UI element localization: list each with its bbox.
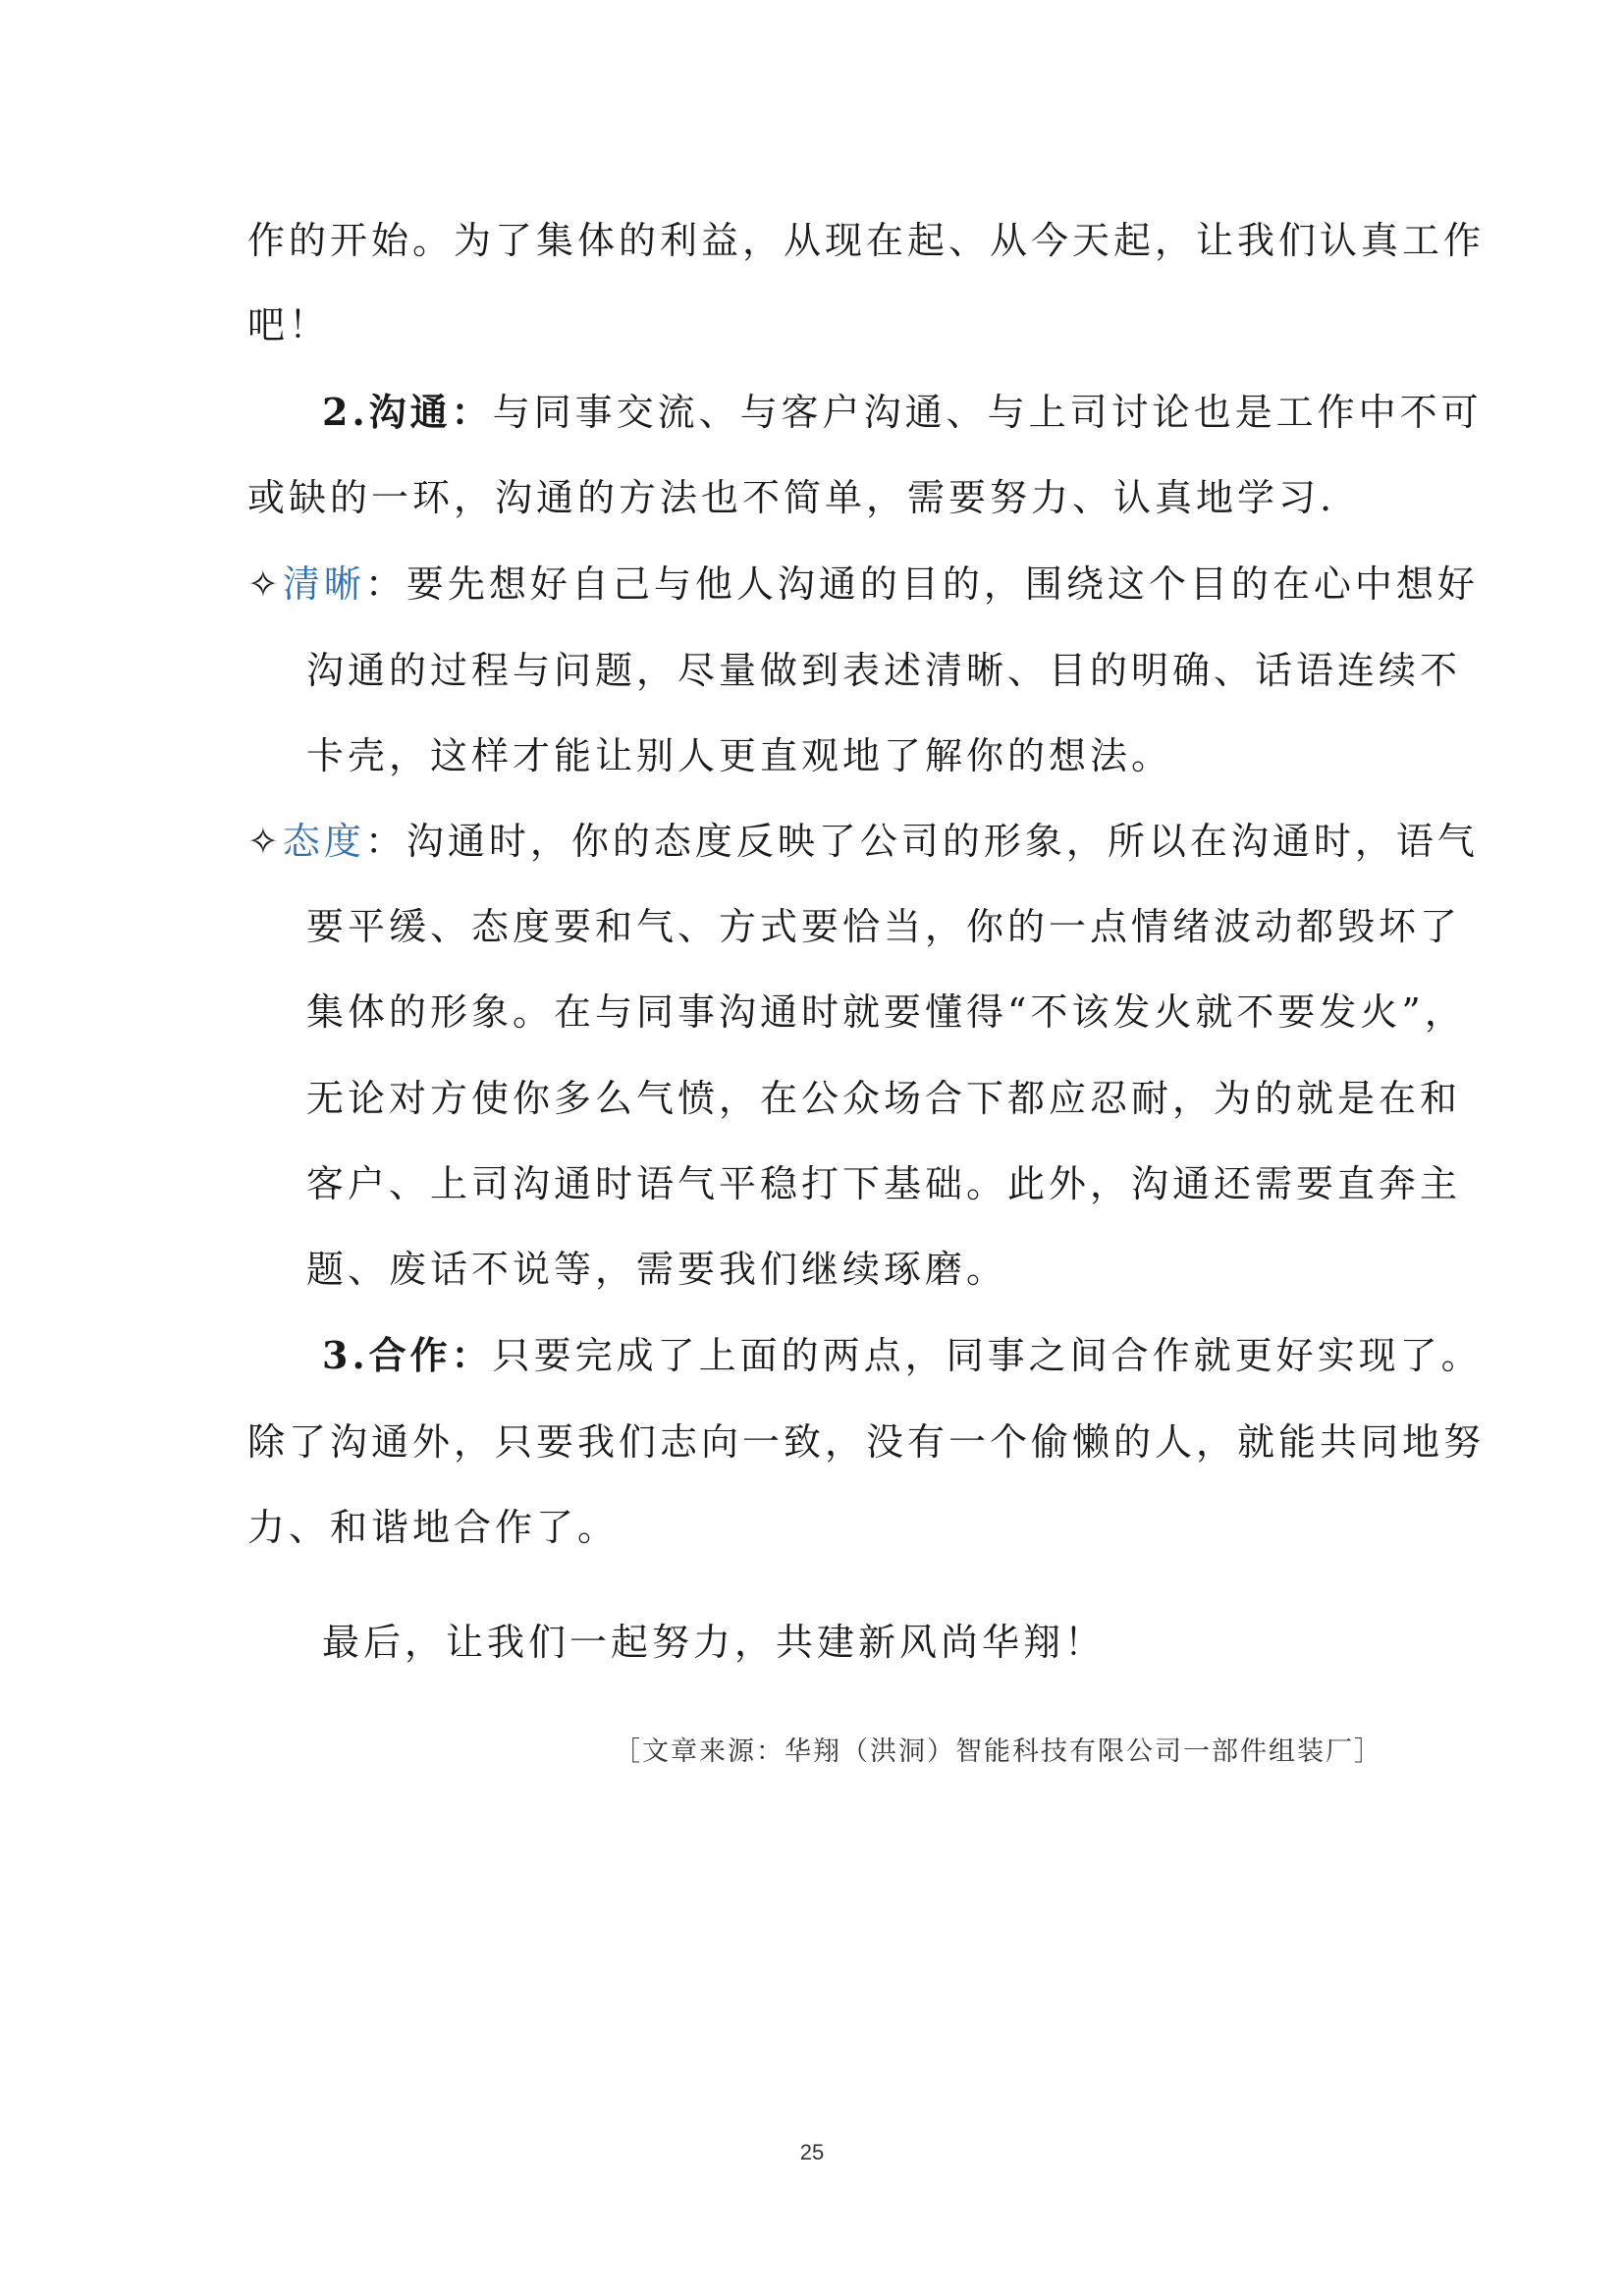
bullet-line: 题、废话不说等，需要我们继续琢磨。 xyxy=(306,1248,1008,1291)
bullet-term: 态度 xyxy=(282,820,365,863)
bullet-line: 沟通的过程与问题，尽量做到表述清晰、目的明确、话语连续不 xyxy=(306,649,1462,692)
section-cooperation xyxy=(322,1333,1483,1378)
bullet-line: 客户、上司沟通时语气平稳打下基础。此外，沟通还需要直奔主 xyxy=(306,1162,1462,1205)
diamond-bullet-icon: ✧ xyxy=(247,562,283,606)
section-heading: 3.合作： xyxy=(322,1333,493,1377)
bullet-term: 清晰 xyxy=(282,562,365,606)
bullet-line: 卡壳，这样才能让别人更直观地了解你的想法。 xyxy=(306,734,1173,777)
section-heading: 2.沟通： xyxy=(322,390,493,434)
section-text: 与同事交流、与客户沟通、与上司讨论也是工作中不可 xyxy=(492,391,1483,434)
paragraph-line: 吧！ xyxy=(247,303,331,347)
paragraph-line: 除了沟通外，只要我们志向一致，没有一个偷懒的人，就能共同地努 xyxy=(247,1420,1486,1464)
diamond-bullet-icon: ✧ xyxy=(247,820,283,863)
paragraph-line: 力、和谐地合作了。 xyxy=(247,1506,620,1549)
closing-line: 最后，让我们一起努力，共建新风尚华翔！ xyxy=(322,1621,1107,1664)
paragraph-line: 作的开始。为了集体的利益，从现在起、从今天起，让我们认真工作 xyxy=(247,219,1486,262)
article-source: ［文章来源：华翔（洪洞）智能科技有限公司一部件组装厂］ xyxy=(614,1736,1382,1767)
bullet-line: 要平缓、态度要和气、方式要恰当，你的一点情绪波动都毁坏了 xyxy=(306,905,1462,948)
paragraph-line: 或缺的一环，沟通的方法也不简单，需要努力、认真地学习. xyxy=(247,476,1336,519)
bullet-attitude xyxy=(247,819,1479,864)
bullet-line: 集体的形象。在与同事沟通时就要懂得“不该发火就不要发火”， xyxy=(306,990,1466,1034)
page-number: 25 xyxy=(799,2140,825,2164)
bullet-line: 无论对方使你多么气愤，在公众场合下都应忍耐，为的就是在和 xyxy=(306,1077,1462,1120)
bullet-text: ：要先想好自己与他人沟通的目的，围绕这个目的在心中想好 xyxy=(364,562,1479,606)
bullet-text: ：沟通时，你的态度反映了公司的形象，所以在沟通时，语气 xyxy=(364,820,1479,863)
bullet-clarity xyxy=(247,561,1479,607)
section-text: 只要完成了上面的两点，同事之间合作就更好实现了。 xyxy=(492,1334,1483,1377)
section-communication xyxy=(322,390,1483,435)
